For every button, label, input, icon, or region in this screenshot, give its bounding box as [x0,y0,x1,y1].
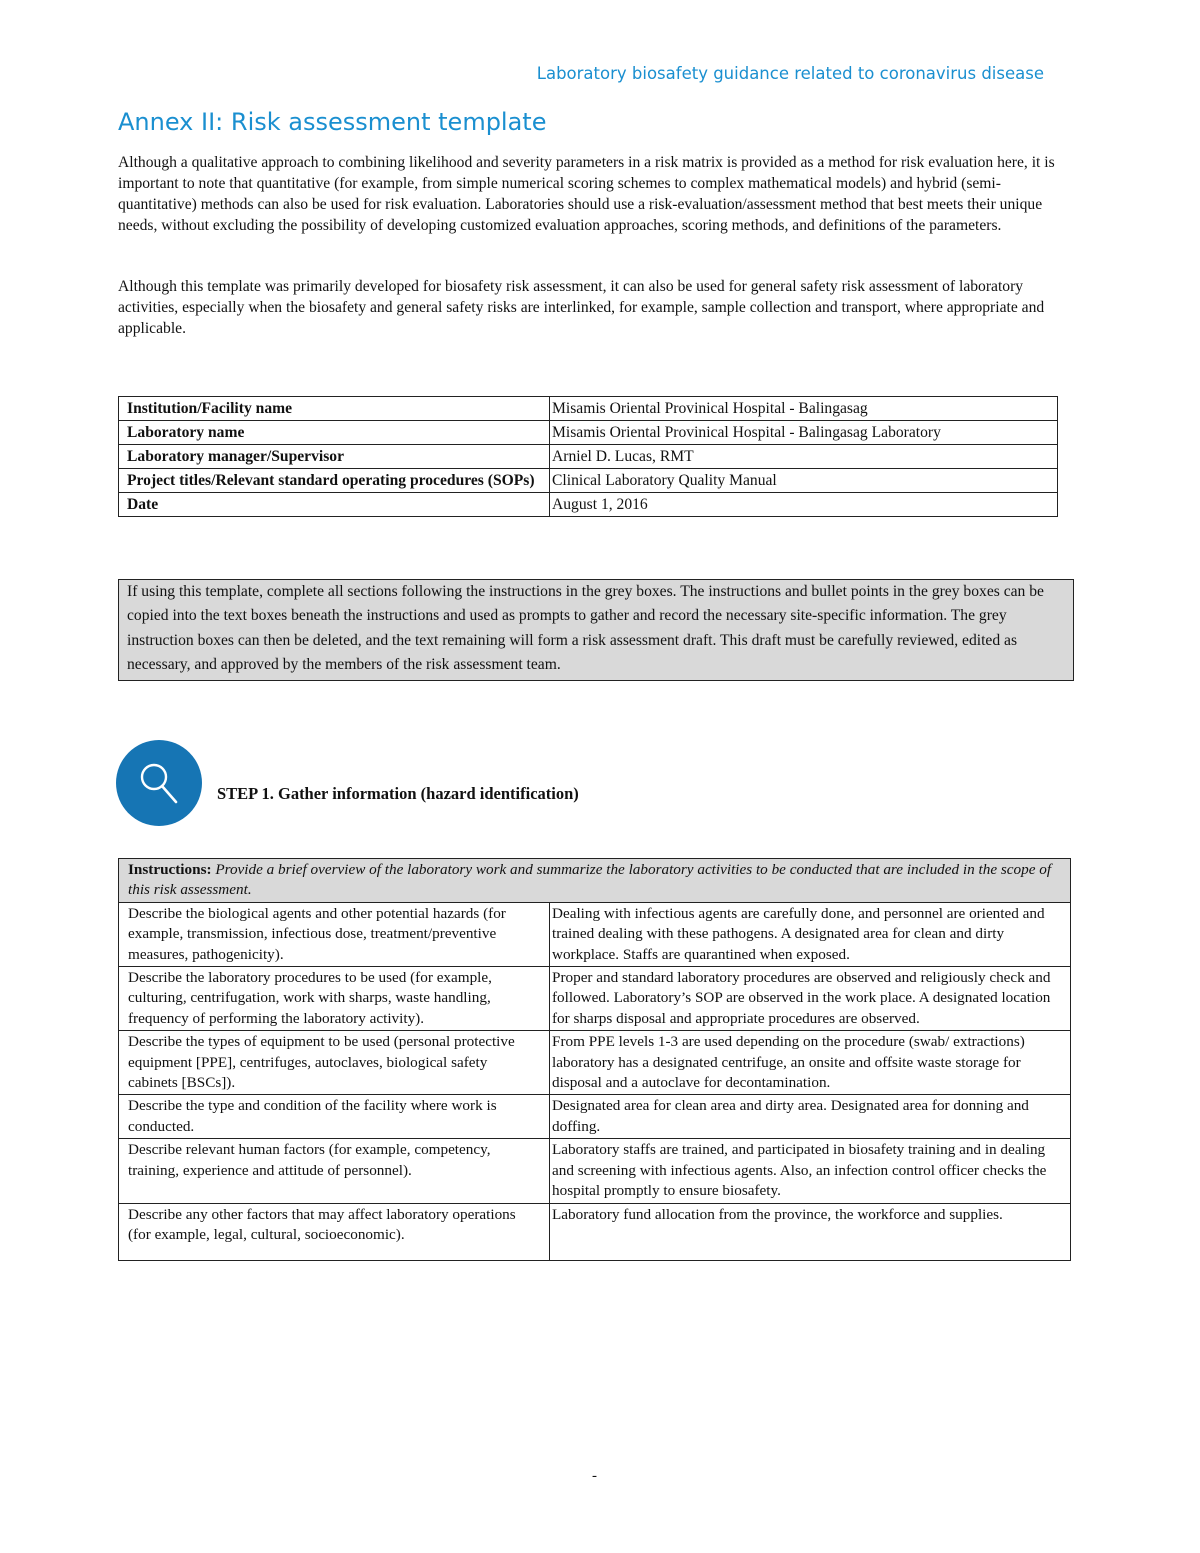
page-number: - [592,1468,597,1484]
answer-cell: From PPE levels 1-3 are used depending on the procedure (swab/ extractions) laboratory has a designated centrifuge, an onsite and offsite waste storage for disposal and a autoclave for decontamination. [550,1031,1071,1095]
info-value: August 1, 2016 [550,493,1058,517]
info-label: Laboratory manager/Supervisor [119,445,550,469]
info-value: Clinical Laboratory Quality Manual [550,469,1058,493]
instructions-row [119,859,1071,903]
instructions-text: Provide a brief overview of the laboratory work and summarize the laboratory activities to be conducted that are included in the scope of this risk assessment. [128,861,1052,899]
instructions-label: Instructions: [128,861,212,878]
answer-cell: Dealing with infectious agents are carefully done, and personnel are oriented and trained dealing with these pathogens. A designated area for clean and dirty workplace. Staffs are quarantined when exposed. [550,902,1071,966]
table-row [119,397,1058,421]
page-title: Annex II: Risk assessment template [118,108,547,136]
facility-info-table [118,396,1058,517]
table-row [119,1031,1071,1095]
table-row [119,469,1058,493]
prompt-cell: Describe the types of equipment to be used (personal protective equipment [PPE], centrifuges, autoclaves, biological safety cabinets [BSCs]). [119,1031,550,1095]
table-row [119,902,1071,966]
answer-cell: Laboratory fund allocation from the province, the workforce and supplies. [550,1203,1071,1260]
step-1-table [118,858,1071,1261]
prompt-cell: Describe the type and condition of the facility where work is conducted. [119,1095,550,1139]
step-icon-circle [116,740,202,826]
prompt-cell: Describe the laboratory procedures to be used (for example, culturing, centrifugation, work with sharps, waste handling, frequency of performing the laboratory activity). [119,967,550,1031]
answer-cell: Designated area for clean area and dirty area. Designated area for donning and doffing. [550,1095,1071,1139]
table-row [119,421,1058,445]
magnifier-icon [116,740,202,826]
running-header: Laboratory biosafety guidance related to coronavirus disease [536,64,1044,83]
info-value: Misamis Oriental Provinical Hospital - Balingasag [550,397,1058,421]
info-value: Arniel D. Lucas, RMT [550,445,1058,469]
info-label: Laboratory name [119,421,550,445]
instructions-cell [119,859,1071,903]
prompt-cell: Describe the biological agents and other potential hazards (for example, transmission, infectious dose, treatment/preventive measures, pathogenicity). [119,902,550,966]
table-row [119,445,1058,469]
table-row [119,1203,1071,1260]
table-row [119,967,1071,1031]
table-row [119,1139,1071,1203]
intro-paragraph-1: Although a qualitative approach to combining likelihood and severity parameters in a risk matrix is provided as a method for risk evaluation here, it is important to note that quantitative (for example, from simple numerical scoring schemes to complex mathematical models) and hybrid (semi-quantitative) methods can also be used for risk evaluation. Laboratories should use a risk-evaluation/assessment method that best meets their unique needs, without excluding the possibility of developing customized evaluation approaches, scoring methods, and definitions of the parameters. [118,154,1055,234]
instructions-note-box: If using this template, complete all sections following the instructions in the grey boxes. The instructions and bullet points in the grey boxes can be copied into the text boxes beneath the instructions and used as prompts to gather and record the necessary site-specific information. The grey instruction boxes can then be deleted, and the text remaining will form a risk assessment draft. This draft must be carefully reviewed, edited as necessary, and approved by the members of the risk assessment team. [118,579,1074,681]
info-label: Institution/Facility name [119,397,550,421]
table-row [119,1095,1071,1139]
prompt-cell: Describe any other factors that may affect laboratory operations (for example, legal, cultural, socioeconomic). [119,1203,550,1260]
info-label: Date [119,493,550,517]
answer-cell: Laboratory staffs are trained, and participated in biosafety training and in dealing and screening with infectious agents. Also, an infection control officer checks the hospital promptly to ensure biosafety. [550,1139,1071,1203]
table-row [119,493,1058,517]
prompt-cell: Describe relevant human factors (for example, competency, training, experience and attitude of personnel). [119,1139,550,1203]
answer-cell: Proper and standard laboratory procedures are observed and religiously check and followed. Laboratory’s SOP are observed in the work place. A designated location for sharps disposal and appropriate procedures are observed. [550,967,1071,1031]
info-value: Misamis Oriental Provinical Hospital - Balingasag Laboratory [550,421,1058,445]
step-1-title: STEP 1. Gather information (hazard identification) [217,784,579,803]
info-label: Project titles/Relevant standard operating procedures (SOPs) [119,469,550,493]
intro-paragraph-2: Although this template was primarily developed for biosafety risk assessment, it can also be used for general safety risk assessment of laboratory activities, especially when the biosafety and general safety risks are interlinked, for example, sample collection and transport, where appropriate and applicable. [118,278,1045,337]
